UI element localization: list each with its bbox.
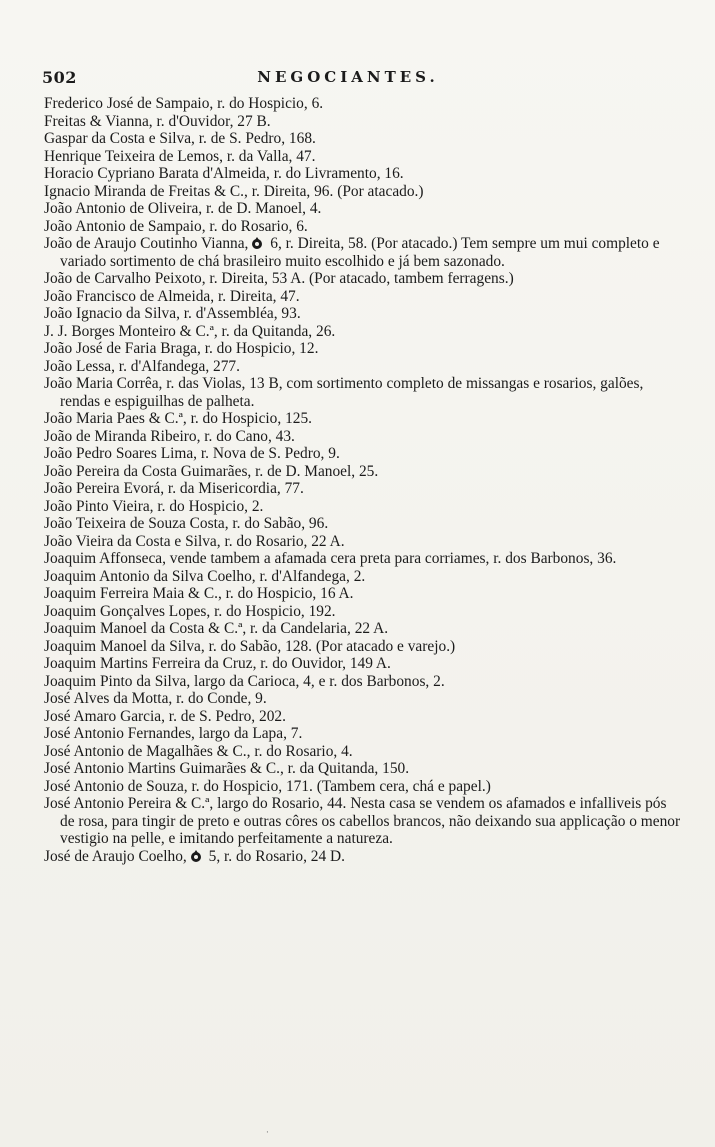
directory-entry	[44, 463, 684, 481]
directory-entry	[44, 638, 684, 656]
directory-entry	[44, 340, 684, 358]
entry-text: José de Araujo Coelho,	[44, 847, 187, 865]
directory-entry	[44, 533, 684, 551]
directory-entry	[44, 585, 684, 603]
entry-text: José Antonio de Souza, r. do Hospicio, 171. (Tambem cera, chá e papel.)	[44, 777, 491, 795]
entry-text-continued: 6, r. Direita, 58. (Por atacado.) Tem sempre um mui completo e variado sortimento de chá brasileiro muito escolhido e já bem sazonado.	[60, 235, 660, 270]
directory-entry	[44, 270, 684, 288]
entry-text: Joaquim Manoel da Silva, r. do Sabão, 128. (Por atacado e varejo.)	[44, 637, 456, 655]
directory-entry	[44, 760, 684, 778]
directory-entry	[44, 165, 684, 183]
entry-text: João de Miranda Ribeiro, r. do Cano, 43.	[44, 427, 295, 445]
directory-entry	[44, 690, 684, 708]
entry-text: José Antonio de Magalhães & C., r. do Rosario, 4.	[44, 742, 353, 760]
directory-entry	[44, 655, 684, 673]
directory-entry	[44, 358, 684, 376]
directory-entry	[44, 235, 684, 270]
directory-entry	[44, 603, 684, 621]
entry-text-continued: 5, r. do Rosario, 24 D.	[204, 847, 346, 865]
directory-entry	[44, 568, 684, 586]
ornament-symbol-icon	[250, 236, 264, 250]
directory-entry	[44, 375, 684, 410]
directory-entry	[44, 113, 684, 131]
entry-text: João Pedro Soares Lima, r. Nova de S. Pedro, 9.	[44, 445, 340, 462]
entry-text: Gaspar da Costa e Silva, r. de S. Pedro, 168.	[44, 130, 316, 147]
entry-text: João Maria Corrêa, r. das Violas, 13 B, com sortimento completo de missangas e rosarios, galões, rendas e espiguilhas de palheta.	[44, 375, 644, 410]
directory-entry	[44, 428, 684, 446]
directory-entry	[44, 848, 684, 866]
directory-entry	[44, 708, 684, 726]
entry-text: José Amaro Garcia, r. de S. Pedro, 202.	[44, 707, 286, 725]
directory-entry	[44, 323, 684, 341]
entry-text: Joaquim Martins Ferreira da Cruz, r. do Ouvidor, 149 A.	[44, 655, 391, 672]
directory-entry	[44, 480, 684, 498]
entry-text: Freitas & Vianna, r. d'Ouvidor, 27 B.	[44, 112, 271, 130]
entry-text: Ignacio Miranda de Freitas & C., r. Direita, 96. (Por atacado.)	[44, 182, 424, 200]
entry-text: João Lessa, r. d'Alfandega, 277.	[44, 357, 240, 375]
directory-entry	[44, 183, 684, 201]
ornament-symbol-icon	[189, 849, 203, 863]
entry-text: Joaquim Gonçalves Lopes, r. do Hospicio, 192.	[44, 602, 336, 620]
entry-text: Joaquim Affonseca, vende tambem a afamada cera preta para corriames, r. dos Barbonos, 36.	[44, 550, 617, 567]
page-header	[38, 68, 675, 94]
entry-text: J. J. Borges Monteiro & C.ª, r. da Quitanda, 26.	[44, 322, 336, 340]
directory-entry	[44, 200, 684, 218]
directory-entry	[44, 218, 684, 236]
directory-entry	[44, 515, 684, 533]
directory-entry	[44, 445, 684, 463]
entry-text: Horacio Cypriano Barata d'Almeida, r. do Livramento, 16.	[44, 165, 404, 182]
directory-entry	[44, 743, 684, 761]
directory-entry	[44, 620, 684, 638]
directory-entry	[44, 148, 684, 166]
entry-text: João de Araujo Coutinho Vianna,	[44, 235, 249, 252]
entry-text: João Maria Paes & C.ª, r. do Hospicio, 125.	[44, 410, 312, 427]
directory-entry	[44, 305, 684, 323]
running-title: NEGOCIANTES.	[257, 68, 439, 86]
entry-text: João Pinto Vieira, r. do Hospicio, 2.	[44, 497, 264, 515]
page-bottom-mark: ·	[266, 1128, 269, 1138]
directory-entry	[44, 288, 684, 306]
entry-text: João Vieira da Costa e Silva, r. do Rosario, 22 A.	[44, 532, 345, 550]
directory-entry	[44, 550, 684, 568]
directory-entry	[44, 130, 684, 148]
entry-text: João José de Faria Braga, r. do Hospicio, 12.	[44, 340, 319, 357]
entry-text: João Pereira Evorá, r. da Misericordia, 77.	[44, 480, 304, 497]
page-number: 502	[42, 68, 77, 87]
entry-text: Frederico José de Sampaio, r. do Hospicio, 6.	[44, 95, 324, 112]
entry-text: Joaquim Ferreira Maia & C., r. do Hospicio, 16 A.	[44, 585, 354, 602]
directory-entry	[44, 778, 684, 796]
entry-text: José Alves da Motta, r. do Conde, 9.	[44, 690, 267, 707]
entry-text: João Antonio de Oliveira, r. de D. Manoel, 4.	[44, 200, 322, 217]
entry-text: João Teixeira de Souza Costa, r. do Sabão, 96.	[44, 515, 329, 532]
entry-text: José Antonio Fernandes, largo da Lapa, 7.	[44, 725, 303, 742]
entry-text: João Ignacio da Silva, r. d'Assembléa, 93.	[44, 305, 301, 322]
entry-text: João Antonio de Sampaio, r. do Rosario, 6.	[44, 217, 308, 235]
entry-text: Joaquim Pinto da Silva, largo da Carioca, 4, e r. dos Barbonos, 2.	[44, 672, 445, 690]
directory-entry	[44, 725, 684, 743]
entry-text: Joaquim Manoel da Costa & C.ª, r. da Candelaria, 22 A.	[44, 620, 389, 637]
entry-text: José Antonio Martins Guimarães & C., r. da Quitanda, 150.	[44, 760, 410, 777]
entry-text: João Pereira da Costa Guimarães, r. de D. Manoel, 25.	[44, 462, 379, 480]
directory-entry	[44, 410, 684, 428]
entry-text: José Antonio Pereira & C.ª, largo do Rosario, 44. Nesta casa se vendem os afamados e infalliveis pós de rosa, para tingir de preto e outras côres os cabellos brancos, não deixando sua applicação o menor vestigio na pelle, e imitando perfeitamente a natureza.	[44, 795, 681, 847]
entry-text: João Francisco de Almeida, r. Direita, 47.	[44, 287, 300, 305]
directory-entry	[44, 95, 684, 113]
directory-entry	[44, 795, 684, 848]
directory-entry	[44, 673, 684, 691]
merchant-directory-list	[44, 95, 684, 865]
entry-text: Joaquim Antonio da Silva Coelho, r. d'Alfandega, 2.	[44, 567, 366, 585]
directory-entry	[44, 498, 684, 516]
entry-text: João de Carvalho Peixoto, r. Direita, 53 A. (Por atacado, tambem ferragens.)	[44, 270, 514, 287]
entry-text: Henrique Teixeira de Lemos, r. da Valla, 47.	[44, 147, 316, 165]
